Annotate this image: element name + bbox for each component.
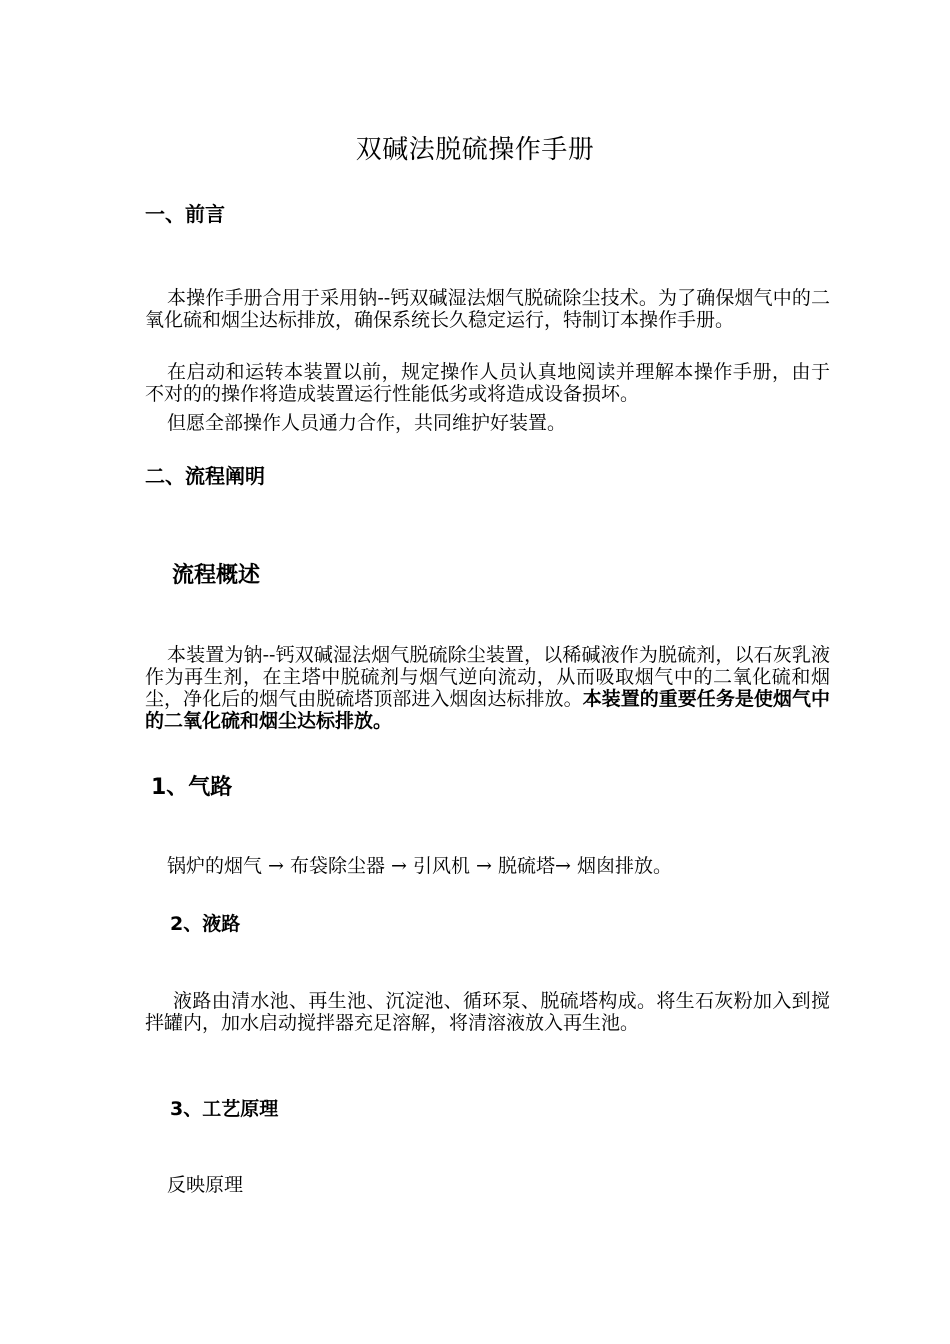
preface-paragraph-1	[145, 287, 830, 331]
overview-text: 本装置为钠--钙双碱湿法烟气脱硫除尘装置，以稀碱液作为脱硫剂，以石灰乳液作为再生剂，在主塔中脱硫剂与烟气逆向流动，从而吸取烟气中的二氧化硫和烟尘，净化后的烟气由脱硫塔顶部进入烟囱达标排放。	[145, 644, 830, 710]
subheading-liquid-path: 2、液路	[170, 913, 241, 935]
preface-text-1: 本操作手册合用于采用钠--钙双碱湿法烟气脱硫除尘技术。为了确保烟气中的二氧化硫和烟尘达标排放，确保系统长久稳定运行，特制订本操作手册。	[145, 287, 830, 331]
liquid-path-text: 液路由清水池、再生池、沉淀池、循环泵、脱硫塔构成。将生石灰粉加入到搅拌罐内，加水启动搅拌器充足溶解，将清溶液放入再生池。	[145, 990, 830, 1034]
principle-paragraph	[145, 1174, 830, 1196]
gas-path-text: 锅炉的烟气 → 布袋除尘器 → 引风机 → 脱硫塔→ 烟囱排放。	[167, 855, 672, 877]
overview-bold-text: 本装置的重要任务是使烟气中的二氧化硫和烟尘达标排放。	[145, 688, 830, 732]
section-heading-preface: 一、前言	[145, 202, 225, 226]
section-heading-process: 二、流程阐明	[145, 464, 265, 488]
principle-text: 反映原理	[167, 1174, 244, 1196]
subheading-principle: 3、工艺原理	[170, 1098, 279, 1120]
subheading-gas-path: 1、气路	[151, 775, 233, 800]
subheading-overview: 流程概述	[172, 563, 261, 588]
liquid-path-paragraph	[145, 990, 830, 1034]
preface-text-2: 在启动和运转本装置以前，规定操作人员认真地阅读并理解本操作手册，由于不对的的操作将造成装置运行性能低劣或将造成设备损坏。	[145, 361, 830, 405]
gas-path-paragraph	[145, 855, 830, 877]
preface-paragraph-2	[145, 361, 830, 405]
preface-paragraph-3	[145, 412, 830, 434]
overview-paragraph	[145, 644, 830, 732]
preface-text-3: 但愿全部操作人员通力合作，共同维护好装置。	[167, 412, 567, 434]
document-title: 双碱法脱硫操作手册	[355, 135, 595, 165]
